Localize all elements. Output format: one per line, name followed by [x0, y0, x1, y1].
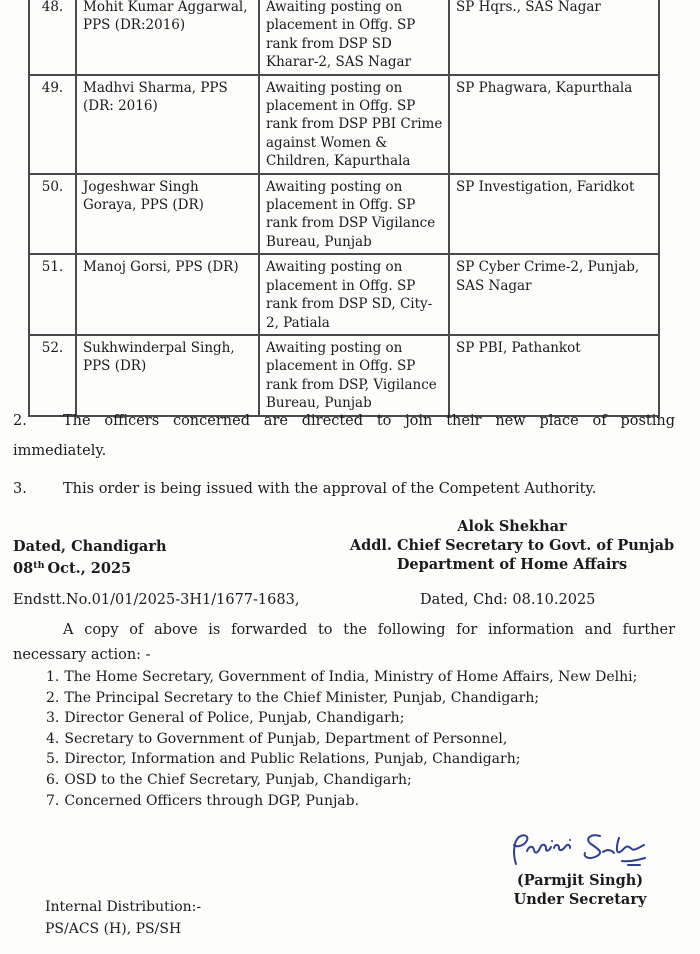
- paragraph-2-line1: [13, 406, 675, 436]
- internal-distribution-label: Internal Distribution:-: [45, 899, 202, 915]
- recipient-item: [46, 688, 637, 709]
- officer-name-cell: Manoj Gorsi, PPS (DR): [76, 254, 259, 335]
- table-row: [29, 174, 659, 255]
- recipient-text: Director, Information and Public Relations, Punjab, Chandigarh;: [64, 751, 521, 768]
- table-row: [29, 75, 659, 174]
- serial-cell: 48.: [29, 0, 76, 75]
- status-cell: Awaiting posting on placement in Offg. SP rank from DSP SD, City-2, Patiala: [259, 254, 449, 335]
- recipient-number: 6.: [46, 771, 60, 788]
- recipient-text: The Home Secretary, Government of India, Ministry of Home Affairs, New Delhi;: [64, 669, 638, 685]
- recipient-text: Director General of Police, Punjab, Chandigarh;: [64, 710, 405, 727]
- table-row: [29, 254, 659, 335]
- paragraph-2: [13, 406, 675, 466]
- paragraph-3: [13, 481, 675, 497]
- dateline-date: [13, 556, 167, 578]
- status-cell: Awaiting posting on placement in Offg. SP rank from DSP PBI Crime against Women & Children, Kapurthala: [259, 75, 449, 174]
- paragraph-2-text: The officers concerned are directed to join their new place of posting: [63, 413, 675, 429]
- recipient-item: [46, 708, 637, 729]
- table-row: [29, 335, 659, 416]
- new-posting-cell: SP Phagwara, Kapurthala: [449, 75, 659, 174]
- recipient-number: 4.: [46, 730, 60, 747]
- officer-name-cell: Mohit Kumar Aggarwal, PPS (DR:2016): [76, 0, 259, 75]
- officer-name-cell: Madhvi Sharma, PPS (DR: 2016): [76, 75, 259, 174]
- dateline-place: Dated, Chandigarh: [13, 538, 167, 555]
- recipient-number: 1.: [46, 669, 60, 685]
- new-posting-cell: SP Hqrs., SAS Nagar: [449, 0, 659, 75]
- officer-name-cell: Sukhwinderpal Singh, PPS (DR): [76, 335, 259, 416]
- recipient-number: 7.: [46, 792, 60, 809]
- new-posting-cell: SP Cyber Crime-2, Punjab, SAS Nagar: [449, 254, 659, 335]
- posting-order-table: [28, 0, 660, 417]
- paragraph-3-text: This order is being issued with the approval of the Competent Authority.: [63, 481, 597, 497]
- serial-cell: 51.: [29, 254, 76, 335]
- recipient-number: 5.: [46, 751, 60, 768]
- endorsement-date: Dated, Chd: 08.10.2025: [420, 592, 596, 608]
- signatory-block: [332, 517, 692, 574]
- serial-cell: 52.: [29, 335, 76, 416]
- recipient-item: [46, 749, 637, 770]
- dateline-day: 08: [13, 560, 34, 577]
- signatory-title-2: Department of Home Affairs: [396, 556, 628, 573]
- signatory-title-1: Addl. Chief Secretary to Govt. of Punjab: [349, 537, 675, 554]
- new-posting-cell: SP PBI, Pathankot: [449, 335, 659, 416]
- recipients-list: [46, 667, 637, 811]
- under-secretary-name: (Parmjit Singh): [516, 872, 644, 889]
- serial-cell: 50.: [29, 174, 76, 255]
- under-secretary-title: Under Secretary: [513, 890, 647, 908]
- handwritten-signature: [500, 828, 660, 870]
- recipient-item: [46, 770, 637, 791]
- dateline-ordinal: th: [33, 560, 45, 571]
- signatory-name: Alok Shekhar: [457, 518, 567, 535]
- status-cell: Awaiting posting on placement in Offg. SP rank from DSP Vigilance Bureau, Punjab: [259, 174, 449, 255]
- recipient-text: The Principal Secretary to the Chief Minister, Punjab, Chandigarh;: [64, 689, 540, 706]
- copy-forward-paragraph: [13, 618, 675, 668]
- recipient-text: OSD to the Chief Secretary, Punjab, Chandigarh;: [64, 771, 412, 788]
- dateline-rest: Oct., 2025: [47, 560, 132, 577]
- recipient-number: 3.: [46, 710, 60, 727]
- internal-distribution-block: [45, 897, 201, 940]
- under-secretary-signature-block: [470, 828, 690, 909]
- recipient-number: 2.: [46, 689, 60, 706]
- internal-distribution-text: PS/ACS (H), PS/SH: [45, 920, 182, 937]
- dateline-block: [13, 537, 167, 578]
- paragraph-3-number: 3.: [13, 481, 27, 497]
- recipient-item: [46, 667, 637, 688]
- status-cell: Awaiting posting on placement in Offg. SP rank from DSP SD Kharar-2, SAS Nagar: [259, 0, 449, 75]
- recipient-text: Secretary to Government of Punjab, Department of Personnel,: [64, 730, 508, 747]
- recipient-item: [46, 729, 637, 750]
- endorsement-number: Endstt.No.01/01/2025-3H1/1677-1683,: [13, 592, 300, 608]
- recipient-item: [46, 791, 637, 812]
- officer-name-cell: Jogeshwar Singh Goraya, PPS (DR): [76, 174, 259, 255]
- copy-forward-line1: A copy of above is forwarded to the following for information and further: [63, 622, 675, 638]
- paragraph-2-line2: immediately.: [13, 443, 107, 459]
- new-posting-cell: SP Investigation, Faridkot: [449, 174, 659, 255]
- paragraph-2-number: 2.: [13, 413, 27, 429]
- status-cell: Awaiting posting on placement in Offg. SP rank from DSP, Vigilance Bureau, Punjab: [259, 335, 449, 416]
- serial-cell: 49.: [29, 75, 76, 174]
- recipient-text: Concerned Officers through DGP, Punjab.: [64, 792, 360, 809]
- table-row: [29, 0, 659, 75]
- copy-forward-line2: necessary action: -: [13, 647, 151, 663]
